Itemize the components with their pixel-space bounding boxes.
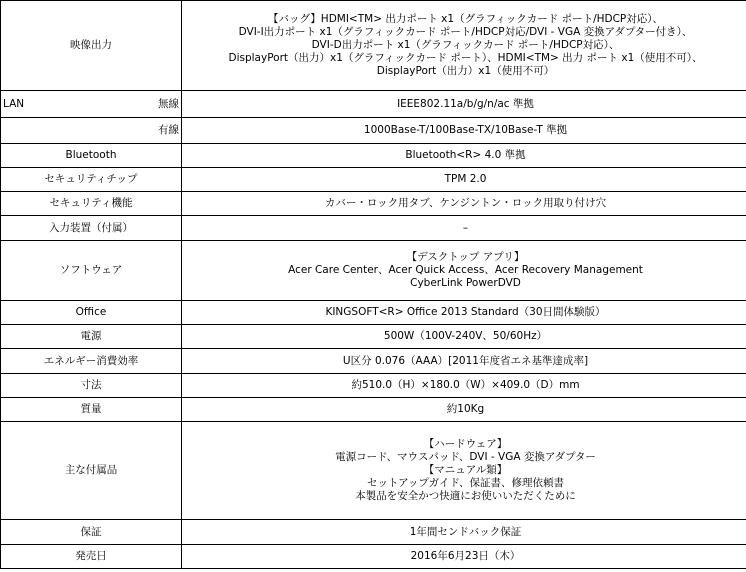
row-label: Bluetooth bbox=[1, 144, 182, 168]
row-label: 入力装置（付属） bbox=[1, 216, 182, 241]
value-line: TPM 2.0 bbox=[444, 173, 487, 185]
row-label: エネルギー消費効率 bbox=[1, 349, 182, 374]
row-value bbox=[182, 144, 746, 168]
value-line: 本製品を安全かつ快適にお使いいただくために bbox=[355, 490, 576, 502]
value-line: 約10Kg bbox=[446, 403, 485, 415]
table-row bbox=[1, 301, 746, 325]
value-line: 【ハードウェア】 bbox=[423, 438, 508, 450]
value-line: DVI-D出力ポート x1（グラフィックカード ポート/HDCP対応）、 bbox=[311, 39, 620, 51]
row-label: 寸法 bbox=[1, 374, 182, 398]
table-row bbox=[1, 374, 746, 398]
table-row bbox=[1, 144, 746, 168]
value-line: Acer Care Center、Acer Quick Access、Acer Recovery Management bbox=[288, 264, 643, 276]
row-label: セキュリティ機能 bbox=[1, 192, 182, 216]
value-line: カバー・ロック用タブ、ケンジントン・ロック用取り付け穴 bbox=[324, 197, 607, 209]
value-line: DisplayPort（出力）x1（使用不可） bbox=[376, 65, 555, 77]
row-label: 発売日 bbox=[1, 545, 182, 569]
table-row bbox=[1, 349, 746, 374]
row-value bbox=[182, 349, 746, 374]
row-value bbox=[182, 118, 746, 144]
value-line: 【バッグ】HDMI<TM> 出力ポート x1（グラフィックカード ポート/HDCP対応）、 bbox=[267, 13, 664, 25]
row-value bbox=[182, 241, 746, 301]
table-row bbox=[1, 91, 746, 118]
row-label: 電源 bbox=[1, 325, 182, 349]
value-line: DVI-I出力ポート x1（グラフィックカード ポート/HDCP対応/DVI - VGA 変換アダプター付き）、 bbox=[238, 26, 693, 38]
row-value bbox=[182, 545, 746, 569]
value-line: 1000Base-T/100Base-TX/10Base-T 準拠 bbox=[363, 124, 568, 136]
table-row bbox=[1, 325, 746, 349]
row-value bbox=[182, 422, 746, 520]
value-line: 500W（100V-240V、50/60Hz） bbox=[383, 330, 548, 342]
lan-sub-label: 無線 bbox=[158, 97, 179, 110]
row-label: 主な付属品 bbox=[1, 422, 182, 520]
row-value bbox=[182, 520, 746, 545]
row-label: 映像出力 bbox=[1, 1, 182, 91]
row-value bbox=[182, 374, 746, 398]
value-line: CyberLink PowerDVD bbox=[410, 277, 521, 289]
row-value bbox=[182, 168, 746, 192]
table-row bbox=[1, 398, 746, 422]
row-label: ソフトウェア bbox=[1, 241, 182, 301]
table-row bbox=[1, 118, 746, 144]
row-label bbox=[1, 91, 182, 118]
value-line: 2016年6月23日（木） bbox=[410, 550, 521, 562]
row-label: 質量 bbox=[1, 398, 182, 422]
table-row bbox=[1, 216, 746, 241]
row-value bbox=[182, 216, 746, 241]
table-row bbox=[1, 168, 746, 192]
row-value bbox=[182, 192, 746, 216]
row-value bbox=[182, 91, 746, 118]
row-value bbox=[182, 325, 746, 349]
value-line: U区分 0.076（AAA）[2011年度省エネ基準達成率] bbox=[342, 354, 589, 367]
value-line: 約510.0（H）×180.0（W）×409.0（D）mm bbox=[351, 379, 580, 391]
value-line: Bluetooth<R> 4.0 準拠 bbox=[405, 149, 526, 161]
row-label: Office bbox=[1, 301, 182, 325]
row-label: セキュリティチップ bbox=[1, 168, 182, 192]
value-line: DisplayPort（出力）x1（グラフィックカード ポート）、HDMI<TM> 出力 ポート x1（使用不可）、 bbox=[228, 52, 703, 64]
table-row bbox=[1, 1, 746, 91]
row-value bbox=[182, 1, 746, 91]
lan-label: LAN bbox=[3, 97, 25, 110]
value-line: 【デスクトップ アプリ】 bbox=[406, 251, 525, 263]
table-row bbox=[1, 520, 746, 545]
table-row bbox=[1, 192, 746, 216]
value-line: IEEE802.11a/b/g/n/ac 準拠 bbox=[397, 97, 534, 110]
table-row bbox=[1, 241, 746, 301]
table-row bbox=[1, 545, 746, 569]
row-label bbox=[1, 118, 182, 144]
value-line: 電源コード、マウスパッド、DVI - VGA 変換アダプター bbox=[335, 451, 596, 463]
value-line: セットアップガイド、保証書、修理依頼書 bbox=[366, 477, 565, 489]
table-row bbox=[1, 422, 746, 520]
row-value bbox=[182, 398, 746, 422]
value-line: 【マニュアル類】 bbox=[423, 464, 508, 476]
row-label: 保証 bbox=[1, 520, 182, 545]
lan-sub-label: 有線 bbox=[158, 124, 179, 136]
value-line: KINGSOFT<R> Office 2013 Standard（30日間体験版） bbox=[325, 306, 606, 318]
row-value bbox=[182, 301, 746, 325]
value-line: 1年間センドバック保証 bbox=[409, 525, 522, 538]
value-line: – bbox=[462, 221, 469, 234]
